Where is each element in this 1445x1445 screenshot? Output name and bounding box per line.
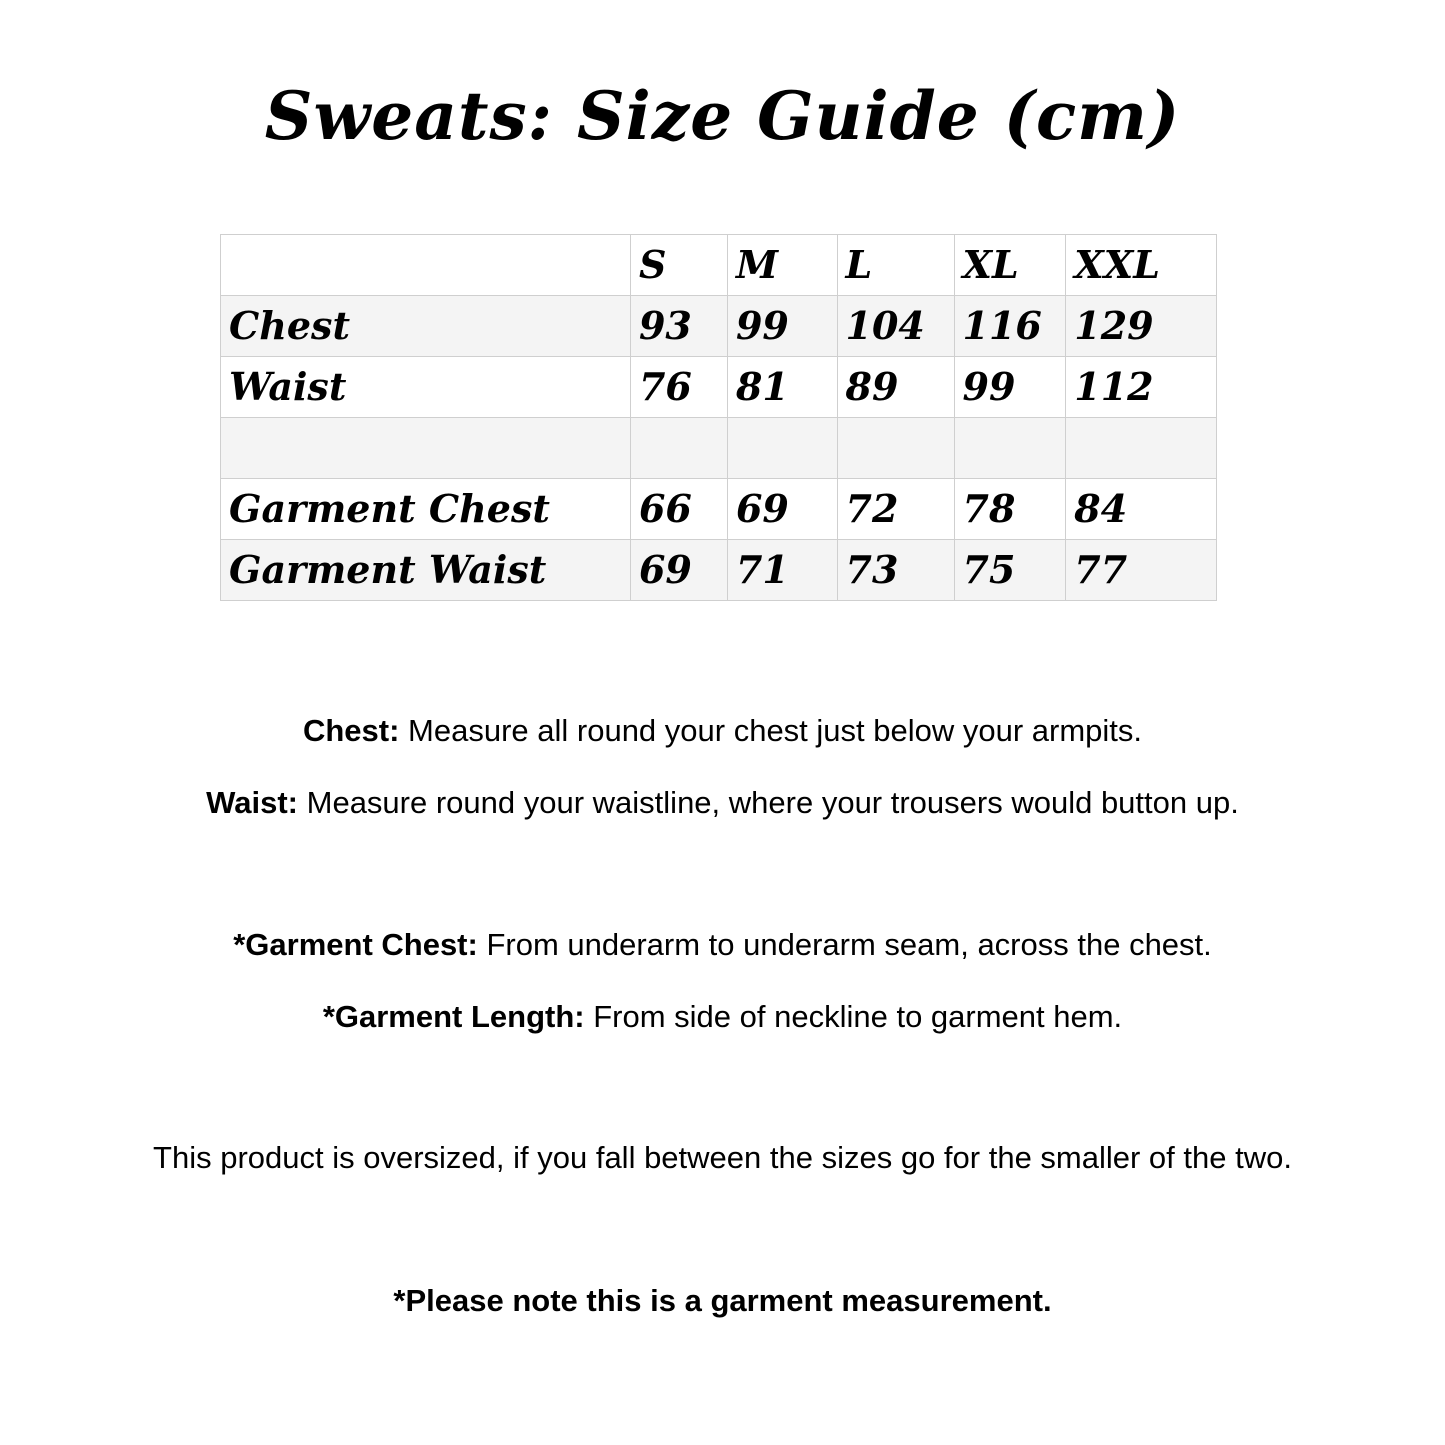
note-text: From side of neckline to garment hem. bbox=[584, 999, 1123, 1034]
note-waist bbox=[0, 783, 1445, 823]
table-cell: 69 bbox=[727, 479, 837, 540]
header-cell-m: M bbox=[727, 235, 837, 296]
table-cell: 112 bbox=[1066, 357, 1217, 418]
row-label: Garment Waist bbox=[221, 540, 631, 601]
table-row-waist bbox=[221, 357, 1217, 418]
table-cell: 116 bbox=[954, 296, 1066, 357]
table-cell: 72 bbox=[837, 479, 954, 540]
note-oversized: This product is oversized, if you fall between the sizes go for the smaller of the two. bbox=[153, 1140, 1292, 1175]
row-label: Waist bbox=[221, 357, 631, 418]
table-cell bbox=[954, 418, 1066, 479]
table-cell: 93 bbox=[630, 296, 727, 357]
table-cell: 75 bbox=[954, 540, 1066, 601]
size-table bbox=[220, 234, 1217, 601]
table-cell: 84 bbox=[1066, 479, 1217, 540]
row-label bbox=[221, 418, 631, 479]
table-row-spacer bbox=[221, 418, 1217, 479]
header-cell-xl: XL bbox=[954, 235, 1066, 296]
table-row-garment-chest bbox=[221, 479, 1217, 540]
table-cell: 66 bbox=[630, 479, 727, 540]
table-cell bbox=[837, 418, 954, 479]
table-cell bbox=[630, 418, 727, 479]
table-row-chest bbox=[221, 296, 1217, 357]
table-cell: 78 bbox=[954, 479, 1066, 540]
table-cell bbox=[727, 418, 837, 479]
table-cell: 99 bbox=[727, 296, 837, 357]
note-term: Waist: bbox=[206, 785, 299, 820]
row-label: Chest bbox=[221, 296, 631, 357]
table-cell: 77 bbox=[1066, 540, 1217, 601]
row-label: Garment Chest bbox=[221, 479, 631, 540]
header-cell-l: L bbox=[837, 235, 954, 296]
table-cell: 71 bbox=[727, 540, 837, 601]
table-cell: 69 bbox=[630, 540, 727, 601]
header-cell-xxl: XXL bbox=[1066, 235, 1217, 296]
table-cell bbox=[1066, 418, 1217, 479]
note-term: Chest: bbox=[302, 713, 400, 748]
header-cell bbox=[221, 235, 631, 296]
page-title: Sweats: Size Guide (cm) bbox=[264, 77, 1181, 155]
note-text: Measure round your waistline, where your trousers would button up. bbox=[298, 785, 1239, 820]
note-term: *Garment Chest: bbox=[233, 927, 478, 962]
note-text: Measure all round your chest just below your armpits. bbox=[399, 713, 1143, 748]
header-cell-s: S bbox=[630, 235, 727, 296]
table-cell: 73 bbox=[837, 540, 954, 601]
table-cell: 99 bbox=[954, 357, 1066, 418]
table-cell: 104 bbox=[837, 296, 954, 357]
note-garment-chest bbox=[0, 925, 1445, 965]
note-text: From underarm to underarm seam, across the chest. bbox=[477, 927, 1212, 962]
note-garment-length bbox=[0, 997, 1445, 1037]
note-garment-measurement: *Please note this is a garment measurement. bbox=[393, 1283, 1052, 1318]
table-header-row bbox=[221, 235, 1217, 296]
table-row-garment-waist bbox=[221, 540, 1217, 601]
note-chest bbox=[0, 711, 1445, 751]
table-cell: 89 bbox=[837, 357, 954, 418]
table-cell: 81 bbox=[727, 357, 837, 418]
table-cell: 76 bbox=[630, 357, 727, 418]
table-cell: 129 bbox=[1066, 296, 1217, 357]
note-term: *Garment Length: bbox=[322, 999, 585, 1034]
